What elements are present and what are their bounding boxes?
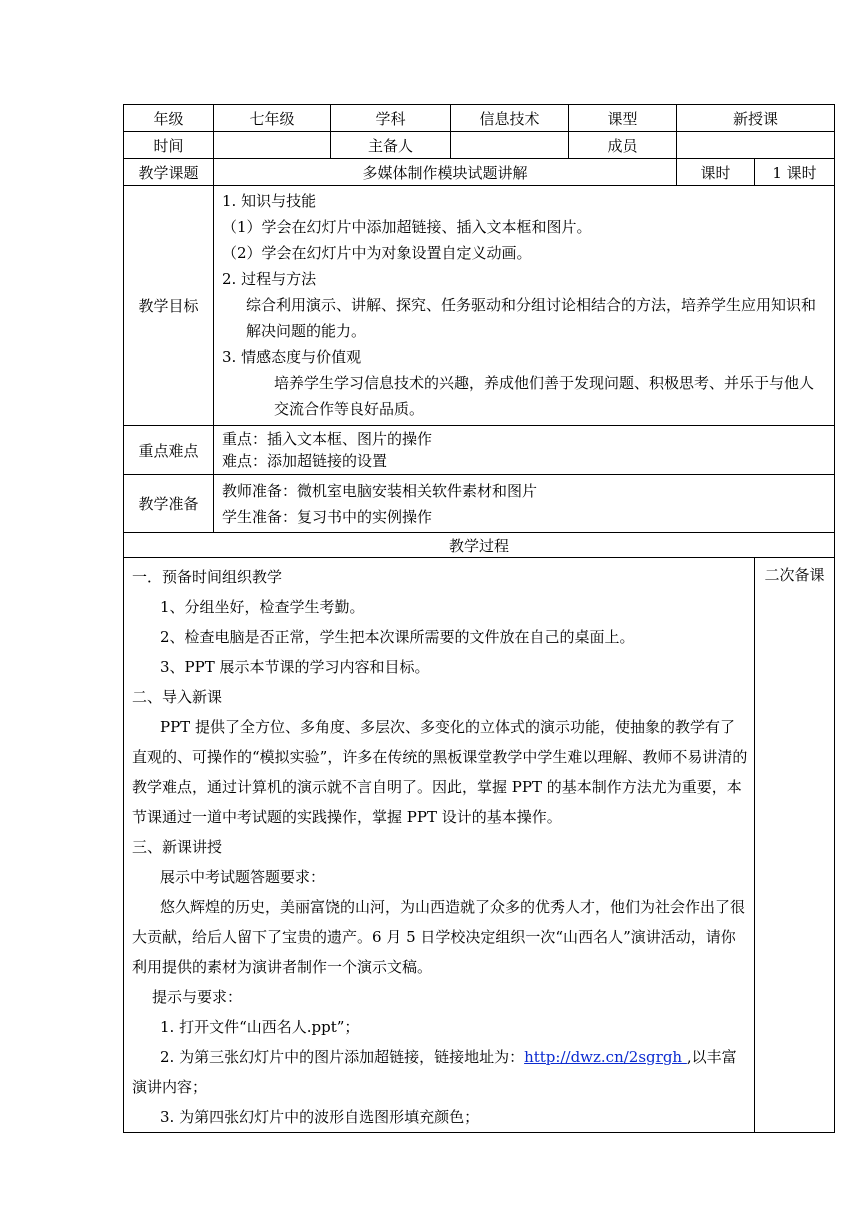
objective-line: 培养学生学习信息技术的兴趣，养成他们善于发现问题、积极思考、并乐于与他人交流合作等良好品质。 [274,374,815,418]
row-topic [124,159,835,186]
preparation-label: 教学准备 [124,475,214,533]
row-process [124,558,835,1133]
second-prep-label: 二次备课 [755,558,835,1133]
section-1-item: 2、检查电脑是否正常，学生把本次课所需要的文件放在自己的桌面上。 [160,628,635,646]
grade-value: 七年级 [214,105,331,132]
student-prep: 学生准备：复习书中的实例操作 [222,507,433,526]
time-label: 时间 [124,132,214,159]
requirement-2 [132,1042,748,1102]
hours-value: 1 课时 [755,159,835,186]
key-points-content [214,426,835,475]
section-3-text: 悠久辉煌的历史，美丽富饶的山河，为山西造就了众多的优秀人才，他们为社会作出了很大贡献，给后人留下了宝贵的遗产。6 月 5 日学校决定组织一次“山西名人”演讲活动，请你利用提供的素材为演讲者制作一个演示文稿。 [132,898,746,976]
focus-text: 重点：插入文本框、图片的操作 [222,430,433,448]
lesson-type-label: 课型 [569,105,677,132]
requirement-1: 1. 打开文件“山西名人.ppt”； [160,1018,360,1036]
lesson-type-value: 新授课 [677,105,835,132]
section-1-item: 3、PPT 展示本节课的学习内容和目标。 [160,658,430,676]
subject-value: 信息技术 [451,105,569,132]
section-1-title: 一．预备时间组织教学 [132,568,283,586]
preparation-content [214,475,835,533]
lesson-plan-table [123,104,835,1133]
section-2-title: 二、导入新课 [132,688,223,706]
tips-title: 提示与要求： [152,988,243,1006]
requirement-2-link[interactable]: http://dwz.cn/2sgrgh [524,1048,687,1066]
process-title: 教学过程 [124,533,835,558]
subject-label: 学科 [331,105,451,132]
topic-label: 教学课题 [124,159,214,186]
time-value [214,132,331,159]
row-objectives [124,186,835,426]
objectives-label: 教学目标 [124,186,214,426]
objective-line: （2）学会在幻灯片中为对象设置自定义动画。 [222,244,532,262]
objective-line: 1. 知识与技能 [222,192,317,210]
requirement-3: 3. 为第四张幻灯片中的波形自选图形填充颜色； [160,1108,480,1126]
members-label: 成员 [569,132,677,159]
teacher-prep: 教师准备：微机室电脑安装相关软件素材和图片 [222,481,538,500]
members-value [677,132,835,159]
row-time [124,132,835,159]
row-grade [124,105,835,132]
row-process-title [124,533,835,558]
objective-line: 综合利用演示、讲解、探究、任务驱动和分组讨论相结合的方法，培养学生应用知识和解决问题的能力。 [246,296,817,340]
section-3-title: 三、新课讲授 [132,838,223,856]
preparer-value [451,132,569,159]
difficulty-text: 难点：添加超链接的设置 [222,452,388,470]
objective-line: 3. 情感态度与价值观 [222,348,362,366]
objective-line: （1）学会在幻灯片中添加超链接、插入文本框和图片。 [222,218,592,236]
section-2-text: PPT 提供了全方位、多角度、多层次、多变化的立体式的演示功能，使抽象的教学有了直观的、可操作的“模拟实验”，许多在传统的黑板课堂教学中学生难以理解、教师不易讲清的教学难点，通过计算机的演示就不言自明了。因此，掌握 PPT 的基本制作方法尤为重要，本节课通过一道中考试题的实践操作，掌握 PPT 设计的基本操作。 [132,718,748,826]
preparer-label: 主备人 [331,132,451,159]
row-key-points [124,426,835,475]
hours-label: 课时 [677,159,755,186]
requirement-2-text: 2. 为第三张幻灯片中的图片添加超链接，链接地址为： [160,1048,525,1066]
objective-line: 2. 过程与方法 [222,270,317,288]
row-preparation [124,475,835,533]
grade-label: 年级 [124,105,214,132]
objectives-content [214,186,835,426]
lesson-plan [123,104,834,1133]
section-3-intro: 展示中考试题答题要求： [160,868,326,886]
section-1-item: 1、分组坐好，检查学生考勤。 [160,598,365,616]
key-points-label: 重点难点 [124,426,214,475]
process-content [124,558,755,1133]
topic-value: 多媒体制作模块试题讲解 [214,159,677,186]
requirement-2-suffix: ,以丰富演讲内容； [132,1048,737,1096]
